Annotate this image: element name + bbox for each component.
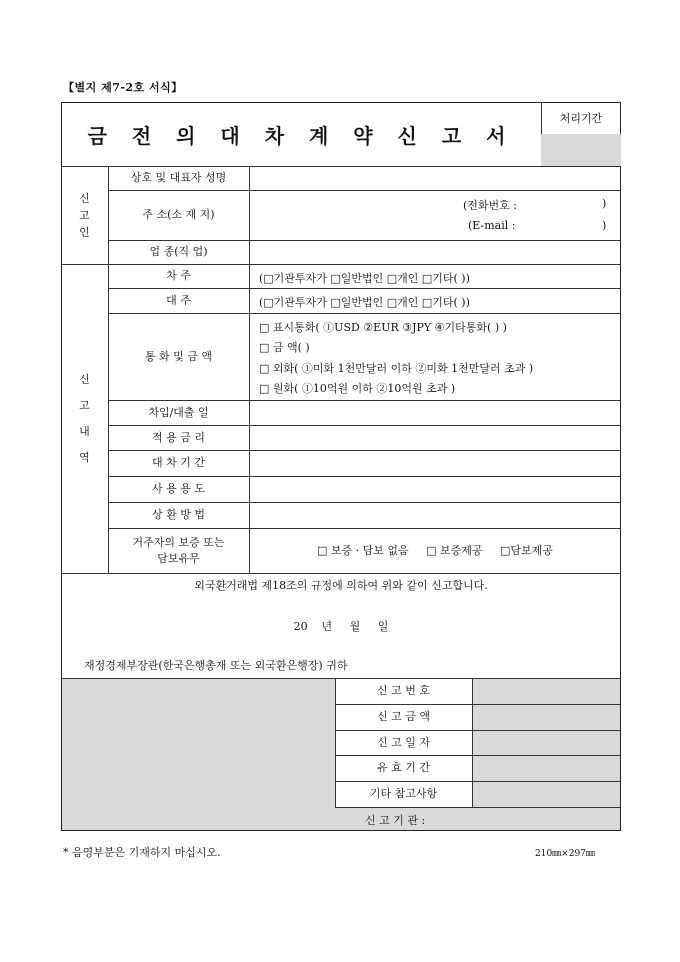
name-field[interactable] (250, 167, 620, 189)
details-bottom-line (61, 573, 621, 574)
currency-label: 통 화 및 금 액 (144, 349, 213, 363)
form-title: 금 전 의 대 차 계 약 신 고 서 (87, 123, 515, 148)
borrower-options[interactable]: (□기관투자가 □일반법인 □개인 □기타( )) (259, 272, 470, 285)
reporter-section-label (61, 166, 108, 264)
currency-line-3[interactable]: □ 외화( ①미화 1천만달러 이하 ②미화 1천만달러 초과 ) (259, 362, 534, 375)
interest-label: 적 용 금 리 (152, 430, 205, 444)
processing-period-label: 처리기간 (559, 112, 603, 125)
currency-line-1[interactable]: □ 표시통화( ①USD ②EUR ③JPY ④기타통화( ) ) (259, 321, 507, 334)
currency-line-2[interactable]: □ 금 액( ) (259, 341, 310, 354)
office-row-line (335, 807, 621, 808)
declaration-date[interactable]: 20 년 월 일 (293, 620, 389, 633)
form-number-label: 【별지 제7-2호 서식】 (63, 81, 183, 94)
name-label: 상호 및 대표자 성명 (130, 171, 227, 184)
declaration-addressee: 재정경제부장관(한국은행총재 또는 외국환은행장) 귀하 (84, 659, 348, 672)
lender-options[interactable]: (□기관투자가 □일반법인 □개인 □기타( )) (259, 296, 470, 309)
email-close: ) (602, 219, 607, 232)
phone-close: ) (602, 197, 607, 210)
business-label: 업 종(직 업) (149, 245, 208, 258)
repayment-label: 상 환 방 법 (152, 508, 205, 521)
valid-period-label: 유 효 기 간 (377, 761, 430, 774)
email-label: (E-mail : (468, 219, 516, 232)
reporting-agency-label: 신 고 기 관 : (365, 814, 426, 827)
office-shaded-bottom (62, 807, 620, 830)
period-label: 대 차 기 간 (152, 456, 205, 469)
processing-period-cell (541, 134, 621, 166)
office-col-line (472, 678, 473, 807)
period-field[interactable] (250, 451, 620, 475)
borrower-label: 차 주 (166, 269, 191, 282)
report-date-label: 신 고 일 자 (377, 735, 430, 749)
guarantee-label-line: 담보유무 (157, 551, 200, 565)
lender-label: 대 주 (166, 293, 191, 307)
guarantee-label-line: 거주자의 보증 또는 (132, 535, 225, 549)
address-label: 주 소(소 재 지) (142, 208, 215, 221)
other-notes-label: 기타 참고사항 (369, 787, 438, 800)
details-section-char: 역 (79, 450, 90, 464)
details-section-label (61, 264, 108, 573)
details-section-char: 고 (79, 398, 90, 412)
reporter-section-char: 인 (79, 225, 90, 239)
usage-label: 사 용 용 도 (152, 482, 205, 495)
office-shaded-area (62, 679, 335, 807)
guarantee-options[interactable]: □ 보증 · 담보 없음 □ 보증제공 □담보제공 (317, 543, 553, 557)
report-amount-label: 신 고 금 액 (377, 710, 430, 723)
declaration-statement: 외국환거래법 제18조의 규정에 의하여 위와 같이 신고합니다. (194, 579, 488, 592)
phone-label: (전화번호 : (463, 199, 517, 212)
currency-line-4[interactable]: □ 원화( ①10억원 이하 ②10억원 초과 ) (259, 382, 456, 395)
office-shaded-values (472, 679, 620, 807)
reporter-section-char: 신 (79, 191, 90, 205)
loan-date-label: 차입/대출 일 (148, 405, 209, 419)
address-field[interactable] (250, 191, 620, 239)
usage-field[interactable] (250, 477, 620, 501)
report-number-label: 신 고 번 호 (377, 684, 430, 697)
reporter-section-char: 고 (79, 208, 90, 222)
details-section-char: 내 (79, 424, 90, 438)
business-field[interactable] (250, 241, 620, 263)
interest-field[interactable] (250, 426, 620, 449)
shading-footnote: * 음영부분은 기재하지 마십시오. (63, 846, 221, 859)
loan-date-field[interactable] (250, 401, 620, 424)
repayment-field[interactable] (250, 503, 620, 527)
paper-size-label: 210㎜×297㎜ (535, 849, 595, 859)
guarantee-label (108, 528, 249, 573)
details-section-char: 신 (79, 372, 90, 386)
